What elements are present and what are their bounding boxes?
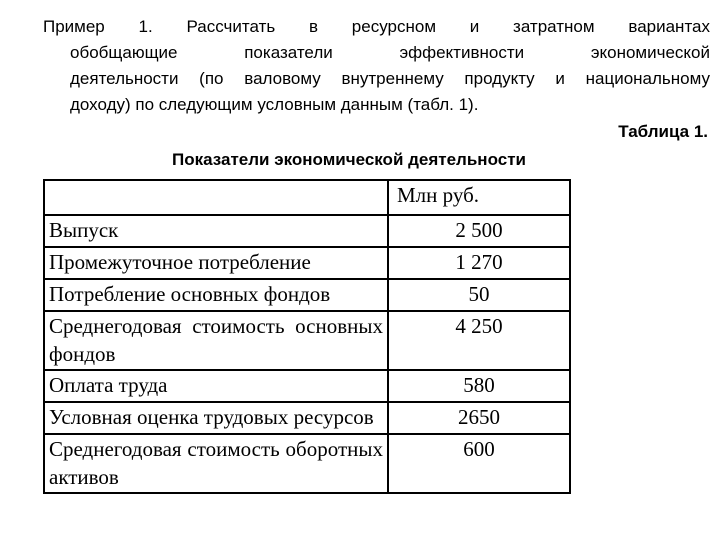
row-label: Среднегодовая стоимость оборотных активов [44,434,388,493]
table-row [44,215,570,247]
indicators-table [43,179,571,494]
table-row [44,311,570,370]
row-label: Потребление основных фондов [44,279,388,311]
table-row [44,279,570,311]
table-header-label-cell [44,180,388,215]
row-value: 4 250 [388,311,570,370]
table-row [44,247,570,279]
unit-header-cell: Млн руб. [388,180,570,215]
table-caption: Таблица 1. [618,122,708,141]
table-header-row [44,180,570,215]
row-label: Условная оценка трудовых ресурсов [44,402,388,434]
intro-paragraph [43,14,710,118]
row-label: Промежуточное потребление [44,247,388,279]
table-row [44,370,570,402]
row-value: 2650 [388,402,570,434]
intro-line: обобщающие показатели эффективности экономической [70,43,710,62]
row-value: 1 270 [388,247,570,279]
row-label: Среднегодовая стоимость основных фондов [44,311,388,370]
row-value: 600 [388,434,570,493]
row-value: 580 [388,370,570,402]
intro-line: доходу) по следующим условным данным (табл. 1). [70,95,479,114]
row-label: Выпуск [44,215,388,247]
table-title: Показатели экономической деятельности [172,150,526,169]
intro-line: деятельности (по валовому внутреннему продукту и национальному [70,69,710,88]
intro-line: Пример 1. Рассчитать в ресурсном и затратном вариантах [43,17,710,36]
table-row [44,434,570,493]
row-label: Оплата труда [44,370,388,402]
table-row [44,402,570,434]
row-value: 2 500 [388,215,570,247]
row-value: 50 [388,279,570,311]
